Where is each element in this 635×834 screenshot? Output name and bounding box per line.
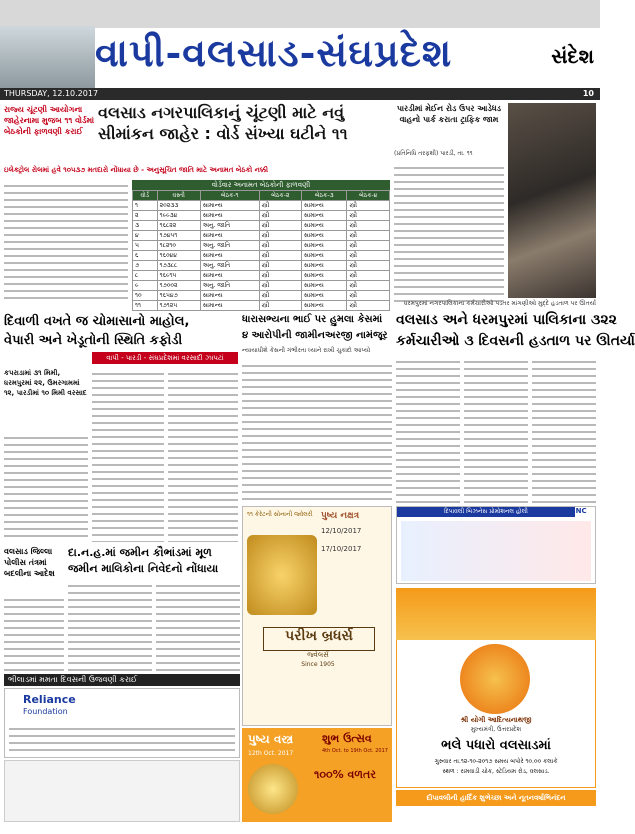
land-body-2 <box>156 580 240 672</box>
table-header-cell: વોર્ડ <box>133 191 158 201</box>
inc-ad-products <box>401 521 591 581</box>
strike-body-3 <box>532 356 596 504</box>
table-body <box>133 201 390 311</box>
table-row <box>133 261 390 271</box>
table-row <box>133 231 390 241</box>
table-cell: સામાન્ય <box>200 231 259 241</box>
pushya-ad <box>242 506 392 726</box>
table-cell: ૧ <box>133 201 158 211</box>
land-headline-2: જમીન માલિકોના નિવેદનો નોંધાયા <box>68 562 219 575</box>
table-cell: સ્ત્રી <box>347 291 390 301</box>
table-cell: સ્ત્રી <box>347 241 390 251</box>
dateline <box>0 88 600 100</box>
parikh-since: Since 1905 <box>301 661 335 668</box>
table-cell: ૧૭૩૮૮ <box>157 261 200 271</box>
yogi-portrait <box>460 644 530 714</box>
table-row <box>133 291 390 301</box>
page-number: 10 <box>582 89 594 98</box>
dharasabha-headline-1: ધારાસભ્યના ભાઈ પર હુમલા કેસમાં <box>242 314 383 325</box>
dharasabha-sub: ન્યાયાધીશે કેસની ગંભીરતા ધ્યાને રાખી ચુકાદો આપ્યો <box>242 347 371 354</box>
table-cell: સામાન્ય <box>301 241 346 251</box>
strike-headline-1: વલસાડ અને ધરમપુરમાં પાલિકાના ૩૨૨ <box>396 312 617 328</box>
table-cell: ૨૦૨૩૩ <box>157 201 200 211</box>
diwali-headline-1: દિવાળી વખતે જ ચોમાસાનો માહોલ, <box>4 314 190 329</box>
parking-body <box>394 162 504 302</box>
table-cell: અનુ. જાતિ <box>200 241 259 251</box>
table-row <box>133 241 390 251</box>
strike-body-1 <box>396 356 460 504</box>
table <box>132 190 390 311</box>
pushyavastra-date: 12th Oct. 2017 <box>248 750 294 757</box>
table-cell: ૧૧ <box>133 301 158 311</box>
table-cell: સ્ત્રી <box>259 291 301 301</box>
table-cell: સ્ત્રી <box>259 241 301 251</box>
table-cell: ૧૬૫૪૭ <box>157 291 200 301</box>
table-cell: સામાન્ય <box>200 301 259 311</box>
inc-ad <box>396 506 596 584</box>
table-cell: સ્ત્રી <box>347 221 390 231</box>
table-cell: સ્ત્રી <box>347 261 390 271</box>
table-cell: સામાન્ય <box>301 281 346 291</box>
pushyavastra-title: પુષ્ય વસ્ત્ર <box>248 732 294 746</box>
bhale-padharo: ભલે પધારો વલસાડમાં <box>441 738 551 753</box>
table-cell: સ્ત્રી <box>347 301 390 311</box>
diwali-body-1 <box>4 432 88 542</box>
masthead-title: વાપી-વલસાડ-સંઘપ્રદેશ <box>95 30 453 75</box>
table-cell: સ્ત્રી <box>347 211 390 221</box>
reliance-ad <box>4 688 240 758</box>
table-cell: સ્ત્રી <box>259 201 301 211</box>
table-row <box>133 251 390 261</box>
dhanteras-date: 17/10/2017 <box>321 545 362 553</box>
diwali-wish-strip: દીપાવલીની હાર્દિક શુભેચ્છા અને નૂતનવર્ષાભિનંદન <box>396 790 596 806</box>
inc-tag: INC <box>573 507 587 515</box>
vatar-offer: ૧૦૦% વળતર <box>314 768 376 781</box>
event-line: ગુરુવાર તા.૧૨-૧૦-૨૦૧૭ સમય બપોરે ૧૦.૦૦ કલાકે <box>434 758 558 765</box>
table-row <box>133 201 390 211</box>
police-body <box>4 594 64 672</box>
reliance-logo: Reliance <box>23 693 76 706</box>
table-cell: સામાન્ય <box>200 271 259 281</box>
table-cell: સામાન્ય <box>200 251 259 261</box>
dharasabha-headline-2: ૪ આરોપીની જામીનઅરજી નામંજૂર <box>242 330 388 341</box>
yogi-name: શ્રી યોગી આદિત્યનાથજી <box>460 716 532 724</box>
masthead-band <box>0 0 600 28</box>
table-cell: સ્ત્રી <box>259 221 301 231</box>
jewellery-image <box>247 535 317 615</box>
table-cell: સ્ત્રી <box>347 201 390 211</box>
table-cell: સામાન્ય <box>301 231 346 241</box>
table-cell: સામાન્ય <box>301 201 346 211</box>
leaders-strip <box>396 588 596 640</box>
table-cell: સામાન્ય <box>301 301 346 311</box>
table-cell: સામાન્ય <box>200 211 259 221</box>
table-row <box>133 221 390 231</box>
table-cell: સામાન્ય <box>301 271 346 281</box>
diwali-bullet: કપરાડામાં ૩૧ મિમી, ધરમપુરમાં ૨૨, ઉમરગામમાં ૧૨, પારડીમાં ૧૦ મિમી વરસાદ <box>4 369 87 397</box>
table-cell: સામાન્ય <box>301 251 346 261</box>
lead-body-col <box>4 180 128 300</box>
reliance-text <box>9 723 235 755</box>
table-cell: ૯ <box>133 281 158 291</box>
pushyavastra-ad <box>242 728 392 822</box>
table-cell: સામાન્ય <box>301 261 346 271</box>
inc-ad-header: દિપાવલી બિઝનેસ પ્રોમોશનલ હોલી <box>397 507 575 517</box>
masthead-skyline <box>0 26 95 88</box>
table-cell: ૮ <box>133 271 158 281</box>
table-header-cell: બેઠક-૨ <box>259 191 301 201</box>
event-venue: સ્થળ : રામવાડી ચોક, સ્ટેડિયમ રોડ, વલસાડ. <box>442 768 550 775</box>
bhim-headline: ભીલાડમાં મમતા દિવસની ઉજવણી કરાઈ <box>4 674 240 686</box>
shubh-utsav: શુભ ઉત્સવ <box>322 732 372 745</box>
diwali-body-3 <box>168 368 238 542</box>
table-cell: ૧૭૦૦૨ <box>157 281 200 291</box>
bangles-image <box>248 764 298 814</box>
table-cell: ૪ <box>133 231 158 241</box>
reliance-sub: Foundation <box>23 707 68 716</box>
table-cell: ૧૬૮૨૨ <box>157 221 200 231</box>
table-cell: ૧૦ <box>133 291 158 301</box>
brand-logo: સંદેશ <box>551 44 594 68</box>
table-cell: સ્ત્રી <box>259 261 301 271</box>
diwali-tag: વાપી - પારડી - સંઘપ્રદેશમાં વરસાદી ઝાપટાં <box>92 352 238 364</box>
strike-headline-2: કર્મચારીઓ ૩ દિવસની હડતાળ પર ઊતર્યા <box>396 333 635 349</box>
lead-subhead: ઇલેક્ટ્રોલ રોલમાં હવે ૧૦૫૩૭ મતદારો નોંધાયા છે - અનુસૂચિત જાતિ માટે અનામત બેઠકો નક્કી <box>4 166 269 174</box>
lead-headline-2: સીમાંકન જાહેર : વોર્ડ સંખ્યા ઘટીને ૧૧ <box>98 124 348 143</box>
table-cell: ૨ <box>133 211 158 221</box>
table-row <box>133 211 390 221</box>
table-cell: ૧૭૪૫૧ <box>157 231 200 241</box>
table-header-cell: બેઠક-૩ <box>301 191 346 201</box>
table-cell: ૫ <box>133 241 158 251</box>
table-cell: અનુ. જાતિ <box>200 221 259 231</box>
pushya-gold-label: ૧૧ કેરેટની સોનાની જ્વેલરી <box>247 511 313 518</box>
table-cell: સામાન્ય <box>200 201 259 211</box>
side-headline: રાજ્ય ચૂંટણી આયોગના જાહેરનામા મુજબ ૧૧ વોર્ડમાં બેઠકોની ફાળવણી કરાઈ <box>4 105 95 136</box>
table-cell: સ્ત્રી <box>259 301 301 311</box>
table-cell: ૧૯૯૩૪ <box>157 211 200 221</box>
table-cell: ૧૬૦૪૪ <box>157 251 200 261</box>
table-cell: સ્ત્રી <box>259 251 301 261</box>
land-headline-1: દા.ન.હ.માં જમીન કૌભાંડમાં મૂળ <box>68 546 212 559</box>
reservation-table <box>132 180 390 309</box>
table-cell: અનુ. જાતિ <box>200 281 259 291</box>
table-cell: ૩ <box>133 221 158 231</box>
table-cell: સામાન્ય <box>301 211 346 221</box>
issue-date: THURSDAY, 12.10.2017 <box>4 89 99 98</box>
parikh-sub: જ્વેલર્સ <box>307 651 329 659</box>
photo-caption: ધરમપુરમાં નગરપાલિકાના કર્મચારીઓ પડતર માંગણીઓ મુદ્દે હડતાળ પર ઊતર્યા <box>403 300 596 307</box>
shubh-dates: 4th Oct. to 19th Oct. 2017 <box>322 748 388 754</box>
table-header-cell: બેઠક-૧ <box>200 191 259 201</box>
strike-photo <box>508 103 596 298</box>
table-cell: અનુ. જાતિ <box>200 261 259 271</box>
table-cell: ૭ <box>133 261 158 271</box>
table-cell: ૧૭૧૨૫ <box>157 301 200 311</box>
strike-body-2 <box>464 356 528 504</box>
parking-kicker: (પ્રતિનિધિ તરફથી) પારડી, તા. ૧૧ <box>394 150 473 157</box>
diwali-headline-2: વેપારી અને ખેડૂતોની સ્થિતિ કફોડી <box>4 333 183 348</box>
yogi-role: મુખ્યમંત્રી, ઉત્તરપ્રદેશ <box>470 726 522 733</box>
lead-headline-1: વલસાડ નગરપાલિકાનું ચૂંટણી માટે નવું <box>98 103 345 122</box>
table-row <box>133 281 390 291</box>
table-header-cell: વસ્તી <box>157 191 200 201</box>
dharasabha-body <box>242 360 392 504</box>
table-cell: ૬ <box>133 251 158 261</box>
table-cell: સ્ત્રી <box>259 211 301 221</box>
table-cell: સ્ત્રી <box>347 231 390 241</box>
parking-headline: પારડીમાં મેઈન રોડ ઉપર આડેધડ વાહનો પાર્ક કરાતા ટ્રાફિક જામ <box>396 104 502 124</box>
table-row <box>133 301 390 311</box>
table-cell: સામાન્ય <box>301 291 346 301</box>
table-cell: સ્ત્રી <box>347 271 390 281</box>
table-row <box>133 271 390 281</box>
bottom-ad-row <box>4 760 240 822</box>
table-cell: સ્ત્રી <box>347 281 390 291</box>
table-cell: સ્ત્રી <box>259 231 301 241</box>
table-header-row <box>133 191 390 201</box>
parikh-name: પરીખ બ્રધર્સ <box>263 627 375 651</box>
diwali-body-2 <box>92 368 164 542</box>
police-headline: વલસાડ જિલ્લા પોલીસ તંત્રમાં બદલીના આદેશ <box>4 547 55 578</box>
table-cell: સ્ત્રી <box>259 271 301 281</box>
table-cell: ૧૬૯૧૫ <box>157 271 200 281</box>
table-title: વોર્ડવાર અનામત બેઠકોની ફાળવણી <box>132 180 390 190</box>
table-cell: ૧૮૨૧૦ <box>157 241 200 251</box>
table-cell: સામાન્ય <box>301 221 346 231</box>
table-cell: સ્ત્રી <box>347 251 390 261</box>
pushya-date: 12/10/2017 <box>321 527 362 535</box>
table-header-cell: બેઠક-૪ <box>347 191 390 201</box>
table-cell: સ્ત્રી <box>259 281 301 291</box>
land-body-1 <box>68 580 152 672</box>
table-cell: સામાન્ય <box>200 291 259 301</box>
pushya-title: પુષ્ય નક્ષત્ર <box>321 511 360 521</box>
